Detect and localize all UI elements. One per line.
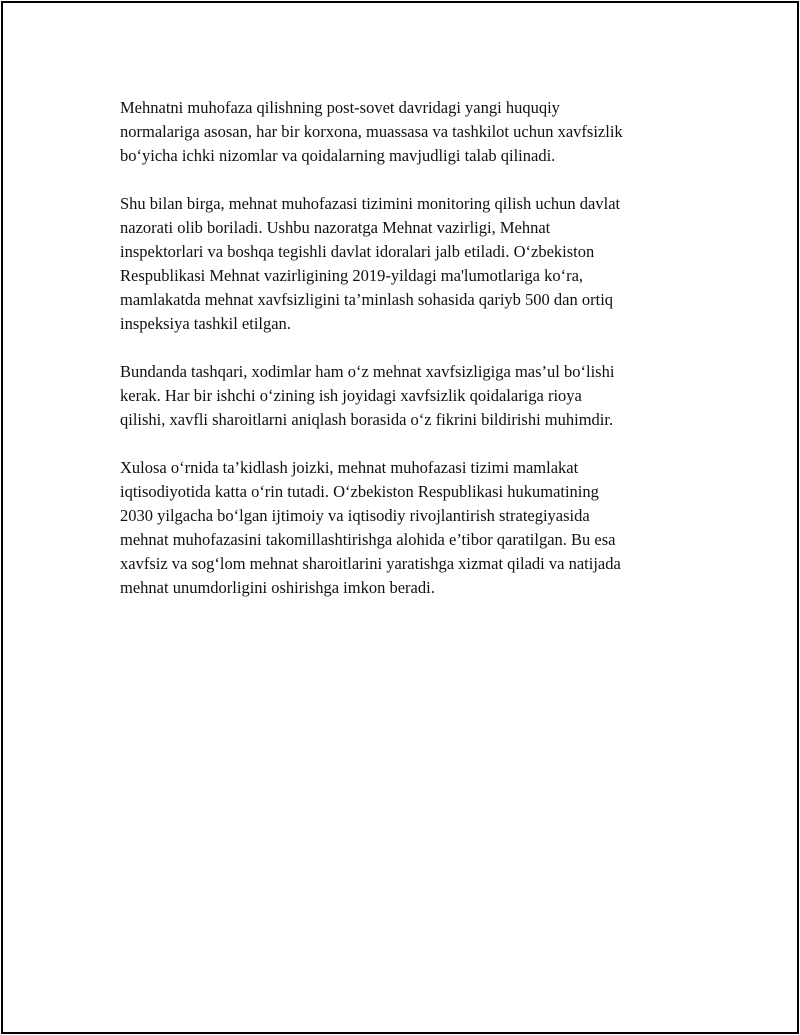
text-line: Shu bilan birga, mehnat muhofazasi tizimini monitoring qilish uchun davlat	[120, 194, 621, 213]
document-body	[120, 96, 700, 624]
text-line: bo‘yicha ichki nizomlar va qoidalarning mavjudligi talab qilinadi.	[120, 146, 556, 165]
paragraph-1	[120, 96, 700, 168]
document-page	[1, 1, 799, 1034]
paragraph-4	[120, 456, 700, 600]
text-line: Bundanda tashqari, xodimlar ham o‘z mehnat xavfsizligiga mas’ul bo‘lishi	[120, 362, 615, 381]
text-line: iqtisodiyotida katta o‘rin tutadi. O‘zbekiston Respublikasi hukumatining	[120, 482, 599, 501]
text-line: kerak. Har bir ishchi o‘zining ish joyidagi xavfsizlik qoidalariga rioya	[120, 386, 582, 405]
text-line: xavfsiz va sog‘lom mehnat sharoitlarini yaratishga xizmat qiladi va natijada	[120, 554, 621, 573]
text-line: inspeksiya tashkil etilgan.	[120, 314, 291, 333]
text-line: 2030 yilgacha bo‘lgan ijtimoiy va iqtisodiy rivojlantirish strategiyasida	[120, 506, 590, 525]
text-line: normalariga asosan, har bir korxona, muassasa va tashkilot uchun xavfsizlik	[120, 122, 623, 141]
text-line: mehnat muhofazasini takomillashtirishga alohida e’tibor qaratilgan. Bu esa	[120, 530, 616, 549]
paragraph-2	[120, 192, 700, 336]
text-line: Respublikasi Mehnat vazirligining 2019-yildagi ma'lumotlariga ko‘ra,	[120, 266, 584, 285]
text-line: mamlakatda mehnat xavfsizligini ta’minlash sohasida qariyb 500 dan ortiq	[120, 290, 614, 309]
paragraph-3	[120, 360, 700, 432]
text-line: inspektorlari va boshqa tegishli davlat idoralari jalb etiladi. O‘zbekiston	[120, 242, 595, 261]
text-line: Mehnatni muhofaza qilishning post-sovet davridagi yangi huquqiy	[120, 98, 560, 117]
text-line: nazorati olib boriladi. Ushbu nazoratga Mehnat vazirligi, Mehnat	[120, 218, 551, 237]
text-line: Xulosa o‘rnida ta’kidlash joizki, mehnat muhofazasi tizimi mamlakat	[120, 458, 579, 477]
text-line: qilishi, xavfli sharoitlarni aniqlash borasida o‘z fikrini bildirishi muhimdir.	[120, 410, 614, 429]
text-line: mehnat unumdorligini oshirishga imkon beradi.	[120, 578, 435, 597]
